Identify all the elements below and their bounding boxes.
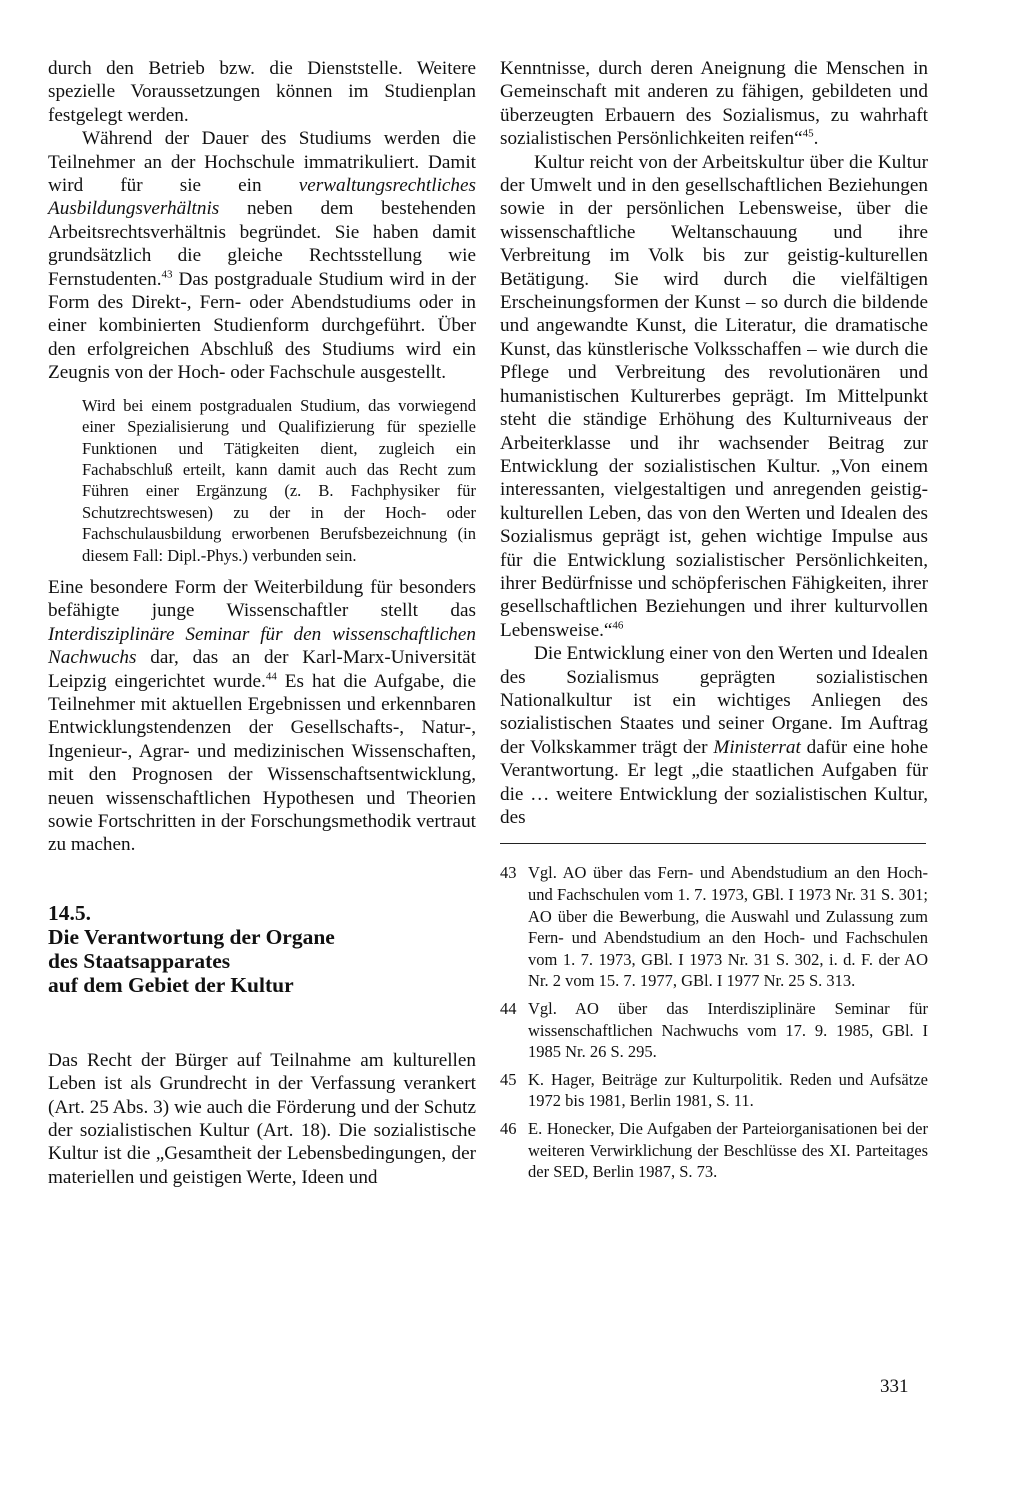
- footnote-number: 46: [500, 1118, 517, 1138]
- paragraph: Während der Dauer des Studiums werden die Teilnehmer an der Hochschule immatrikuliert. Damit wird für sie ein verwaltungsrechtliches Ausbildungsverhältnis neben dem bestehenden Arbeitsrechtsverhältnis begründet. Sie haben damit grundsätzlich die gleiche Rechtsstellung wie Fernstudenten.$^{43}$ Das postgraduale Studium wird in der Form des Direkt-, Fern- oder Abendstudiums oder in einer kombinierten Studienform durchgeführt. Über den erfolgreichen Abschluß des Studiums wird ein Zeugnis von der Hoch- oder Fachschule ausgestellt.: [48, 128, 476, 384]
- footnote-ref: 45: [802, 127, 814, 140]
- footnote: [500, 1118, 928, 1183]
- footnote: [500, 1069, 928, 1112]
- left-column: [48, 57, 476, 1189]
- emphasis: Interdisziplinäre Seminar für den wissenschaftlichen Nachwuchs: [48, 623, 476, 669]
- paragraph: Das Recht der Bürger auf Teilnahme am kulturellen Leben ist als Grundrecht in der Verfassung verankert (Art. 25 Abs. 3) wie auch die Förderung und der Schutz der sozialistischen Kultur (Art. 18). Die sozialistische Kultur ist die „Gesamtheit der Lebensbedingungen, der materiellen und geistigen Werte, Ideen und: [48, 1049, 476, 1188]
- paragraph: Kenntnisse, durch deren Aneignung die Menschen in Gemeinschaft mit anderen zu fähigen, gebildeten und überzeugten Erbauern des Sozialismus, zu wahrhaft sozialistischen Persönlichkeiten reifen“$^{45}$.: [500, 58, 928, 150]
- footnote: [500, 998, 928, 1063]
- section-title-line: auf dem Gebiet der Kultur: [48, 972, 294, 997]
- emphasis: Ministerrat: [713, 736, 801, 758]
- footnote-divider: [500, 843, 926, 844]
- footnote-text: Vgl. AO über das Fern- und Abendstudium an den Hoch- und Fachschulen vom 1. 7. 1973, GBl. I 1973 Nr. 31 S. 301; AO über die Bewerbung, die Auswahl und Zulassung zum Fern- und Abendstudium an den Hoch- und Fachschulen vom 1. 7. 1973, GBl. I 1973 Nr. 31 S. 302, i. d. F. der AO Nr. 2 vom 15. 7. 1977, GBl. I 1977 Nr. 25 S. 313.: [528, 863, 928, 991]
- section-heading: [48, 901, 476, 997]
- page-number: 331: [880, 1376, 909, 1397]
- right-column: [500, 57, 928, 1189]
- section-title-line: Die Verantwortung der Organe: [48, 924, 335, 949]
- paragraph: durch den Betrieb bzw. die Dienststelle. Weitere spezielle Voraussetzungen können im Studienplan festgelegt werden.: [48, 58, 476, 126]
- footnote-number: 45: [500, 1069, 517, 1089]
- emphasis: verwaltungsrechtliches Ausbildungsverhältnis: [48, 175, 476, 220]
- paragraph: Eine besondere Form der Weiterbildung für besonders befähigte junge Wissenschaftler stellt das Interdisziplinäre Seminar für den wissenschaftlichen Nachwuchs dar, das an der Karl-Marx-Universität Leipzig eingerichtet wurde.$^{44}$ Es hat die Aufgabe, die Teilnehmer mit aktuellen Ergebnissen und erkennbaren Entwicklungstendenzen der Gesellschafts-, Natur-, Ingenieur-, Agrar- und medizinischen Wissenschaften, mit den Prognosen der Wissenschaftsentwicklung, neuen wissenschaftlichen Hypothesen und Theorien sowie Fortschritten in der Forschungsmethodik vertraut zu machen.: [48, 576, 476, 856]
- footnote-number: 43: [500, 863, 517, 883]
- footnote-ref: 43: [161, 268, 173, 281]
- footnote-text: K. Hager, Beiträge zur Kulturpolitik. Reden und Aufsätze 1972 bis 1981, Berlin 1981, S. 11.: [528, 1069, 928, 1111]
- footnote-ref: 46: [612, 619, 624, 632]
- footnote-number: 44: [500, 998, 517, 1018]
- section-number: 14.5.: [48, 900, 91, 925]
- section-title-line: des Staatsapparates: [48, 948, 231, 973]
- footnote-ref: 44: [265, 670, 277, 683]
- footnote-text: E. Honecker, Die Aufgaben der Parteiorganisationen bei der weiteren Verwirklichung der Beschlüsse des XI. Parteitages der SED, Berlin 1987, S. 73.: [528, 1118, 928, 1182]
- footnote: [500, 862, 928, 992]
- footnote-text: Vgl. AO über das Interdisziplinäre Seminar für wissenschaftlichen Nachwuchs vom 17. 9. 1985, GBl. I 1985 Nr. 26 S. 295.: [528, 998, 928, 1062]
- paragraph: Kultur reicht von der Arbeitskultur über die Kultur der Umwelt und in den gesellschaftlichen Beziehungen sowie in der persönlichen Lebensweise, über die wissenschaftliche Weltanschauung und ihre Verbreitung im Volk bis zur geistig-kulturellen Betätigung. Sie wird durch die vielfältigen Erscheinungsformen der Kunst – so durch die bildende und angewandte Kunst, die Literatur, die dramatische Kunst, das künstlerische Volksschaffen – wie durch die Pflege und Verbreitung des revolutionären und humanistischen Kulturerbes geprägt. Im Mittelpunkt steht die ständige Erhöhung des Kulturniveaus der Arbeiterklasse und ihr wachsender Beitrag zur Entwicklung der sozialistischen Kultur. „Von einem interessanten, vielgestaltigen und anregenden geistig-kulturellen Leben, das von den Werten und Idealen des Sozialismus geprägt ist, gehen wichtige Impulse aus für die Entwicklung sozialistischer Persönlichkeiten, ihrer Bedürfnisse und schöpferischen Fähigkeiten, ihrer gesellschaftlichen Beziehungen und ihrer kulturvollen Lebensweise.“$^{46}$: [500, 151, 928, 641]
- small-print-note: Wird bei einem postgradualen Studium, das vorwiegend einer Spezialisierung und Qualifizierung für spezielle Funktionen und Tätigkeiten dient, zugleich ein Fachabschluß erteilt, kann damit auch das Recht zum Führen einer Ergänzung (z. B. Fachphysiker für Schutzrechtswesen) zu der in der Hoch- oder Fachschulausbildung erworbenen Berufsbezeichnung (in diesem Fall: Dipl.-Phys.) verbunden sein.: [82, 395, 476, 565]
- footnotes: [500, 862, 928, 1182]
- paragraph: Die Entwicklung einer von den Werten und Idealen des Sozialismus geprägten sozialistischen Nationalkultur ist ein wichtiges Anliegen des sozialistischen Staates und seiner Organe. Im Auftrag der Volkskammer trägt der Ministerrat dafür eine hohe Verantwortung. Er legt „die staatlichen Aufgaben für die … weitere Entwicklung der sozialistischen Kultur, des: [500, 643, 928, 828]
